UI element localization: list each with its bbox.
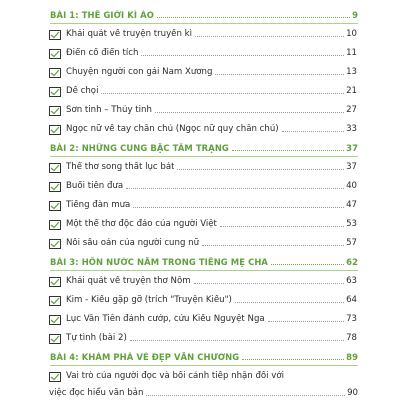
section-divider [50,365,358,366]
note-icon [49,87,61,96]
item-page: 64 [346,295,357,305]
item-label-line2: việc đọc hiểu văn bản [49,388,144,398]
section-page: 37 [346,143,358,153]
note-icon [49,334,61,343]
toc-item[interactable] [49,314,357,324]
item-label: Điển cố điển tích [66,48,139,58]
dot-leader [101,93,344,94]
dot-leader [195,36,344,37]
note-icon [49,239,61,248]
dot-leader [133,207,344,208]
item-label: Lục Vân Tiên đánh cướp, cứu Kiều Nguyệt Nga [66,314,265,324]
item-label: Sơn tinh – Thủy tinh [66,105,152,115]
toc-section-3[interactable] [50,257,358,267]
dot-leader [157,17,350,18]
dot-leader [232,150,344,151]
item-page: 27 [346,105,357,115]
dot-leader [126,188,344,189]
item-label: Kim - Kiều gặp gỡ (trích "Truyện Kiều") [66,295,232,305]
item-label: Tự tình (bài 2) [66,333,127,343]
item-page: 21 [346,86,357,96]
toc-item[interactable] [49,29,357,39]
section-title: BÀI 3: HỒN NƯỚC NẰM TRONG TIẾNG MẸ CHA [50,257,269,267]
toc-item[interactable] [49,238,357,248]
note-icon [49,125,61,134]
toc-item[interactable] [49,219,357,229]
toc-item[interactable] [49,295,357,305]
item-page: 11 [346,48,357,58]
item-page: 13 [346,67,357,77]
section-title: BÀI 4: KHÁM PHÁ VẺ ĐẸP VĂN CHƯƠNG [50,352,240,362]
toc-item[interactable] [49,371,357,381]
note-icon [49,277,61,286]
item-page: 47 [346,200,357,210]
item-page: 57 [346,238,357,248]
section-divider [50,23,358,24]
item-label: Chuyện người con gái Nam Xương [66,67,213,77]
dot-leader [130,340,344,341]
note-icon [49,315,61,324]
item-page: 53 [346,219,357,229]
dot-leader [242,359,344,360]
note-icon [49,220,61,229]
item-label: Nỗi sầu oán của người cung nữ [66,238,200,248]
item-page: 63 [346,276,357,286]
toc-item[interactable] [49,162,357,172]
dot-leader [271,264,344,265]
item-page: 33 [346,124,357,134]
item-label: Khái quát về truyện truyền kì [66,29,193,39]
toc-section-1[interactable] [50,10,358,20]
dot-leader [215,74,344,75]
item-page: 90 [347,388,358,398]
note-icon [49,68,61,77]
toc-item[interactable] [49,276,357,286]
dot-leader [146,395,345,396]
dot-leader [194,283,344,284]
dot-leader [235,302,344,303]
section-page: 89 [346,352,358,362]
dot-leader [268,321,344,322]
dot-leader [155,112,344,113]
item-label: Một thể thơ độc đáo của người Việt [66,219,217,229]
toc-item[interactable] [49,124,357,134]
section-page: 9 [352,10,358,20]
toc-section-4[interactable] [50,352,358,362]
dot-leader [177,169,344,170]
dot-leader [220,226,344,227]
item-label: Thể thơ song thất lục bát [66,162,175,172]
note-icon [49,201,61,210]
toc-item-continuation[interactable] [49,388,358,398]
section-divider [50,156,358,157]
note-icon [49,49,61,58]
item-page: 10 [346,29,357,39]
note-icon [49,296,61,305]
item-label: Vai trò của người đọc và bối cảnh tiếp nhận đối với [66,371,285,381]
section-page: 62 [346,257,358,267]
note-icon [49,106,61,115]
item-label: Dế chọi [66,86,99,96]
item-label: Ngọc nữ về tay chân chủ (Ngọc nữ quy chân chủ) [66,124,279,134]
toc-item[interactable] [49,200,357,210]
dot-leader [202,245,344,246]
item-page: 40 [346,181,357,191]
item-label: Khái quát về truyện thơ Nôm [66,276,191,286]
toc-item[interactable] [49,181,357,191]
note-icon [49,30,61,39]
item-label: Buổi tiễn đưa [66,181,124,191]
dot-leader [141,55,344,56]
toc-item[interactable] [49,86,357,96]
toc-item[interactable] [49,48,357,58]
item-page: 73 [346,314,357,324]
section-title: BÀI 2: NHỮNG CUNG BẬC TÂM TRẠNG [50,143,229,153]
toc-item[interactable] [49,333,357,343]
item-page: 37 [346,162,357,172]
item-label: Tiếng đàn mưa [66,200,131,210]
dot-leader [282,131,344,132]
toc-item[interactable] [49,105,357,115]
item-page: 78 [346,333,357,343]
note-icon [49,372,61,381]
section-title: BÀI 1: THẾ GIỚI KÌ ẢO [50,10,154,20]
note-icon [49,163,61,172]
section-divider [50,270,358,271]
toc-section-2[interactable] [50,143,358,153]
note-icon [49,182,61,191]
toc-item[interactable] [49,67,357,77]
